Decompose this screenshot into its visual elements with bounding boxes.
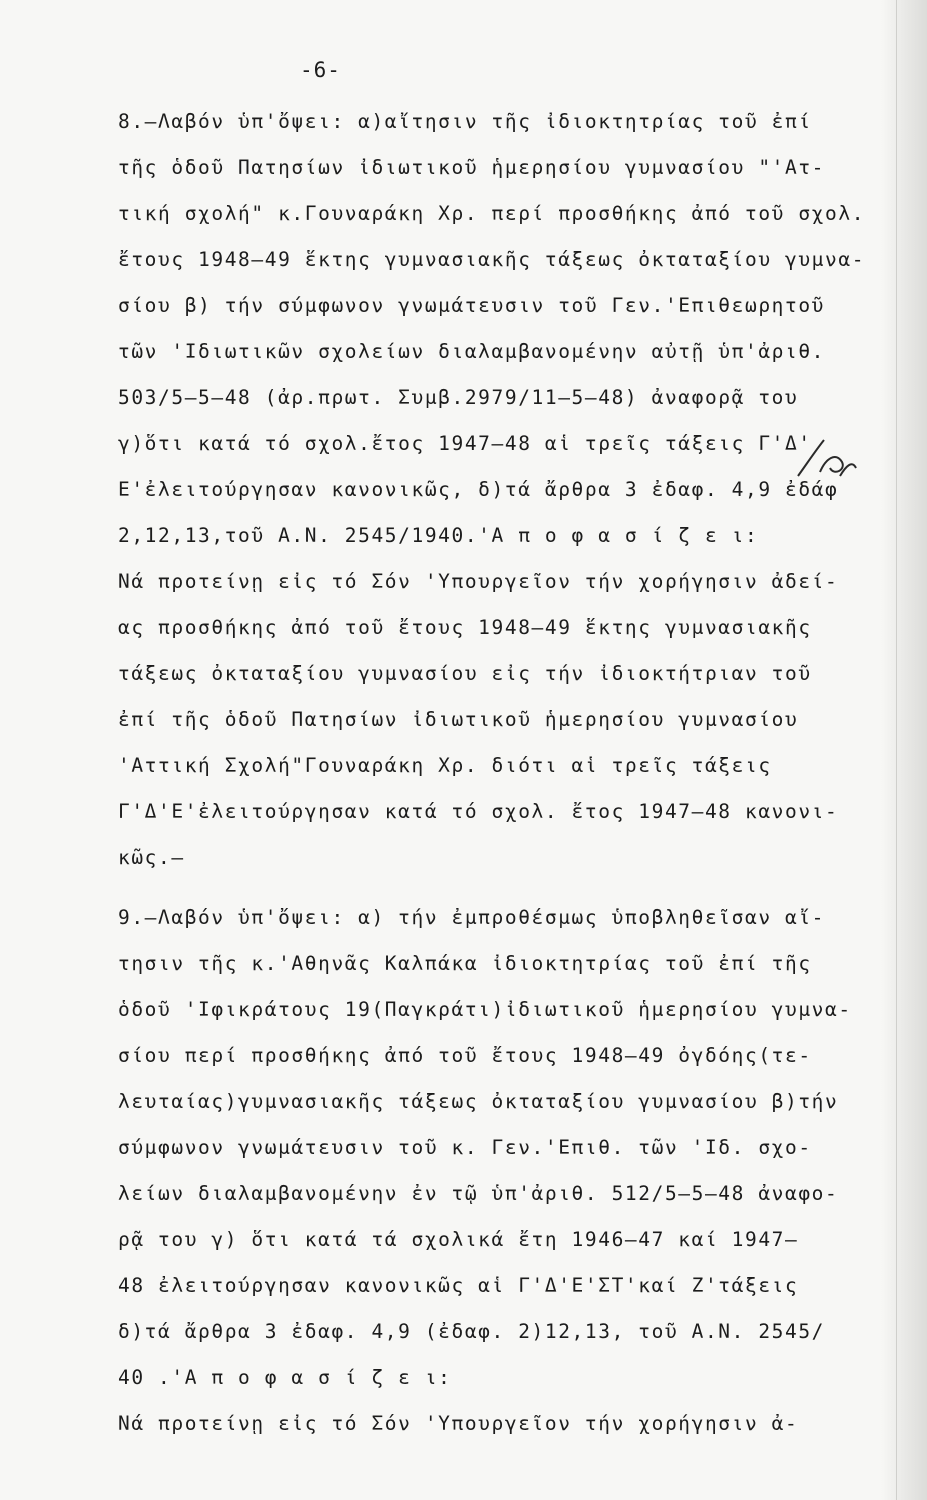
text-line: τική σχολή" κ.Γουναράκη Χρ. περί προσθήκης ἀπό τοῦ σχολ. bbox=[118, 202, 866, 225]
text-line: ἐπί τῆς ὁδοῦ Πατησίων ἰδιωτικοῦ ἡμερησίου γυμνασίου bbox=[118, 708, 799, 731]
text-line: τάξεως ὀκταταξίου γυμνασίου εἰς τήν ἰδιοκτήτριαν τοῦ bbox=[118, 662, 812, 685]
text-line: 48 ἐλειτούργησαν κανονικῶς αἱ Γ'Δ'Ε'ΣΤ'καί Ζ'τάξεις bbox=[118, 1274, 799, 1297]
text-line: Νά προτείνῃ εἰς τό Σόν 'Υπουργεῖον τήν χορήγησιν ἀδεί- bbox=[118, 570, 839, 593]
text-line: 'Αττική Σχολή"Γουναράκη Χρ. διότι αἱ τρεῖς τάξεις bbox=[118, 754, 772, 777]
text-line: Νά προτείνῃ εἰς τό Σόν 'Υπουργεῖον τήν χορήγησιν ἀ- bbox=[118, 1412, 799, 1435]
text-line: τησιν τῆς κ.'Αθηνᾶς Καλπάκα ἰδιοκτητρίας τοῦ ἐπί τῆς bbox=[118, 952, 812, 975]
page-number: -6- bbox=[300, 58, 341, 82]
text-line: σίου περί προσθήκης ἀπό τοῦ ἔτους 1948–49 ὀγδόης(τε- bbox=[118, 1044, 812, 1067]
text-line: λευταίας)γυμνασιακῆς τάξεως ὀκταταξίου γυμνασίου β)τήν bbox=[118, 1090, 839, 1113]
text-line: 40 .'Α π ο φ α σ ί ζ ε ι: bbox=[118, 1366, 452, 1389]
text-line: Ε'ἐλειτούργησαν κανονικῶς, δ)τά ἄρθρα 3 ἐδαφ. 4,9 ἐδάφ bbox=[118, 478, 839, 501]
text-line: ρᾷ του γ) ὅτι κατά τά σχολικά ἔτη 1946–47 καί 1947– bbox=[118, 1228, 799, 1251]
text-line: Γ'Δ'Ε'ἐλειτούργησαν κατά τό σχολ. ἔτος 1947–48 κανονι- bbox=[118, 800, 839, 823]
text-line: δ)τά ἄρθρα 3 ἐδαφ. 4,9 (ἐδαφ. 2)12,13, τοῦ Α.Ν. 2545/ bbox=[118, 1320, 826, 1343]
text-line: γ)ὅτι κατά τό σχολ.ἔτος 1947–48 αἱ τρεῖς τάξεις Γ'Δ' bbox=[118, 432, 812, 455]
text-line: σίου β) τήν σύμφωνον γνωμάτευσιν τοῦ Γεν.'Επιθεωρητοῦ bbox=[118, 294, 826, 317]
page-edge-shadow bbox=[881, 0, 927, 1500]
text-line: 503/5–5–48 (ἀρ.πρωτ. Συμβ.2979/11–5–48) ἀναφορᾷ του bbox=[118, 386, 799, 409]
text-line: σύμφωνον γνωμάτευσιν τοῦ κ. Γεν.'Επιθ. τῶν 'Ιδ. σχο- bbox=[118, 1136, 812, 1159]
text-line: κῶς.– bbox=[118, 846, 185, 869]
text-line: 2,12,13,τοῦ Α.Ν. 2545/1940.'Α π ο φ α σ ί ζ ε ι: bbox=[118, 524, 759, 547]
text-line: τῶν 'Ιδιωτικῶν σχολείων διαλαμβανομένην αὐτῇ ὑπ'ἀριθ. bbox=[118, 340, 826, 363]
text-line: 9.–Λαβόν ὑπ'ὄψει: α) τήν ἐμπροθέσμως ὑποβληθεῖσαν αἴ- bbox=[118, 906, 826, 929]
text-line: ας προσθήκης ἀπό τοῦ ἔτους 1948–49 ἕκτης γυμνασιακῆς bbox=[118, 616, 812, 639]
text-line: ἔτους 1948–49 ἕκτης γυμνασιακῆς τάξεως ὀκταταξίου γυμνα- bbox=[118, 248, 866, 271]
text-line: ὁδοῦ 'Ιφικράτους 19(Παγκράτι)ἰδιωτικοῦ ἡμερησίου γυμνα- bbox=[118, 998, 852, 1021]
text-line: τῆς ὁδοῦ Πατησίων ἰδιωτικοῦ ἡμερησίου γυμνασίου "'Ατ- bbox=[118, 156, 826, 179]
text-line: 8.–Λαβόν ὑπ'ὄψει: α)αἴτησιν τῆς ἰδιοκτητρίας τοῦ ἐπί bbox=[118, 110, 812, 133]
text-line: λείων διαλαμβανομένην ἐν τῷ ὑπ'ἀριθ. 512/5–5–48 ἀναφο- bbox=[118, 1182, 839, 1205]
handwritten-correction-mark bbox=[790, 432, 860, 492]
page-edge-line bbox=[896, 0, 897, 1500]
